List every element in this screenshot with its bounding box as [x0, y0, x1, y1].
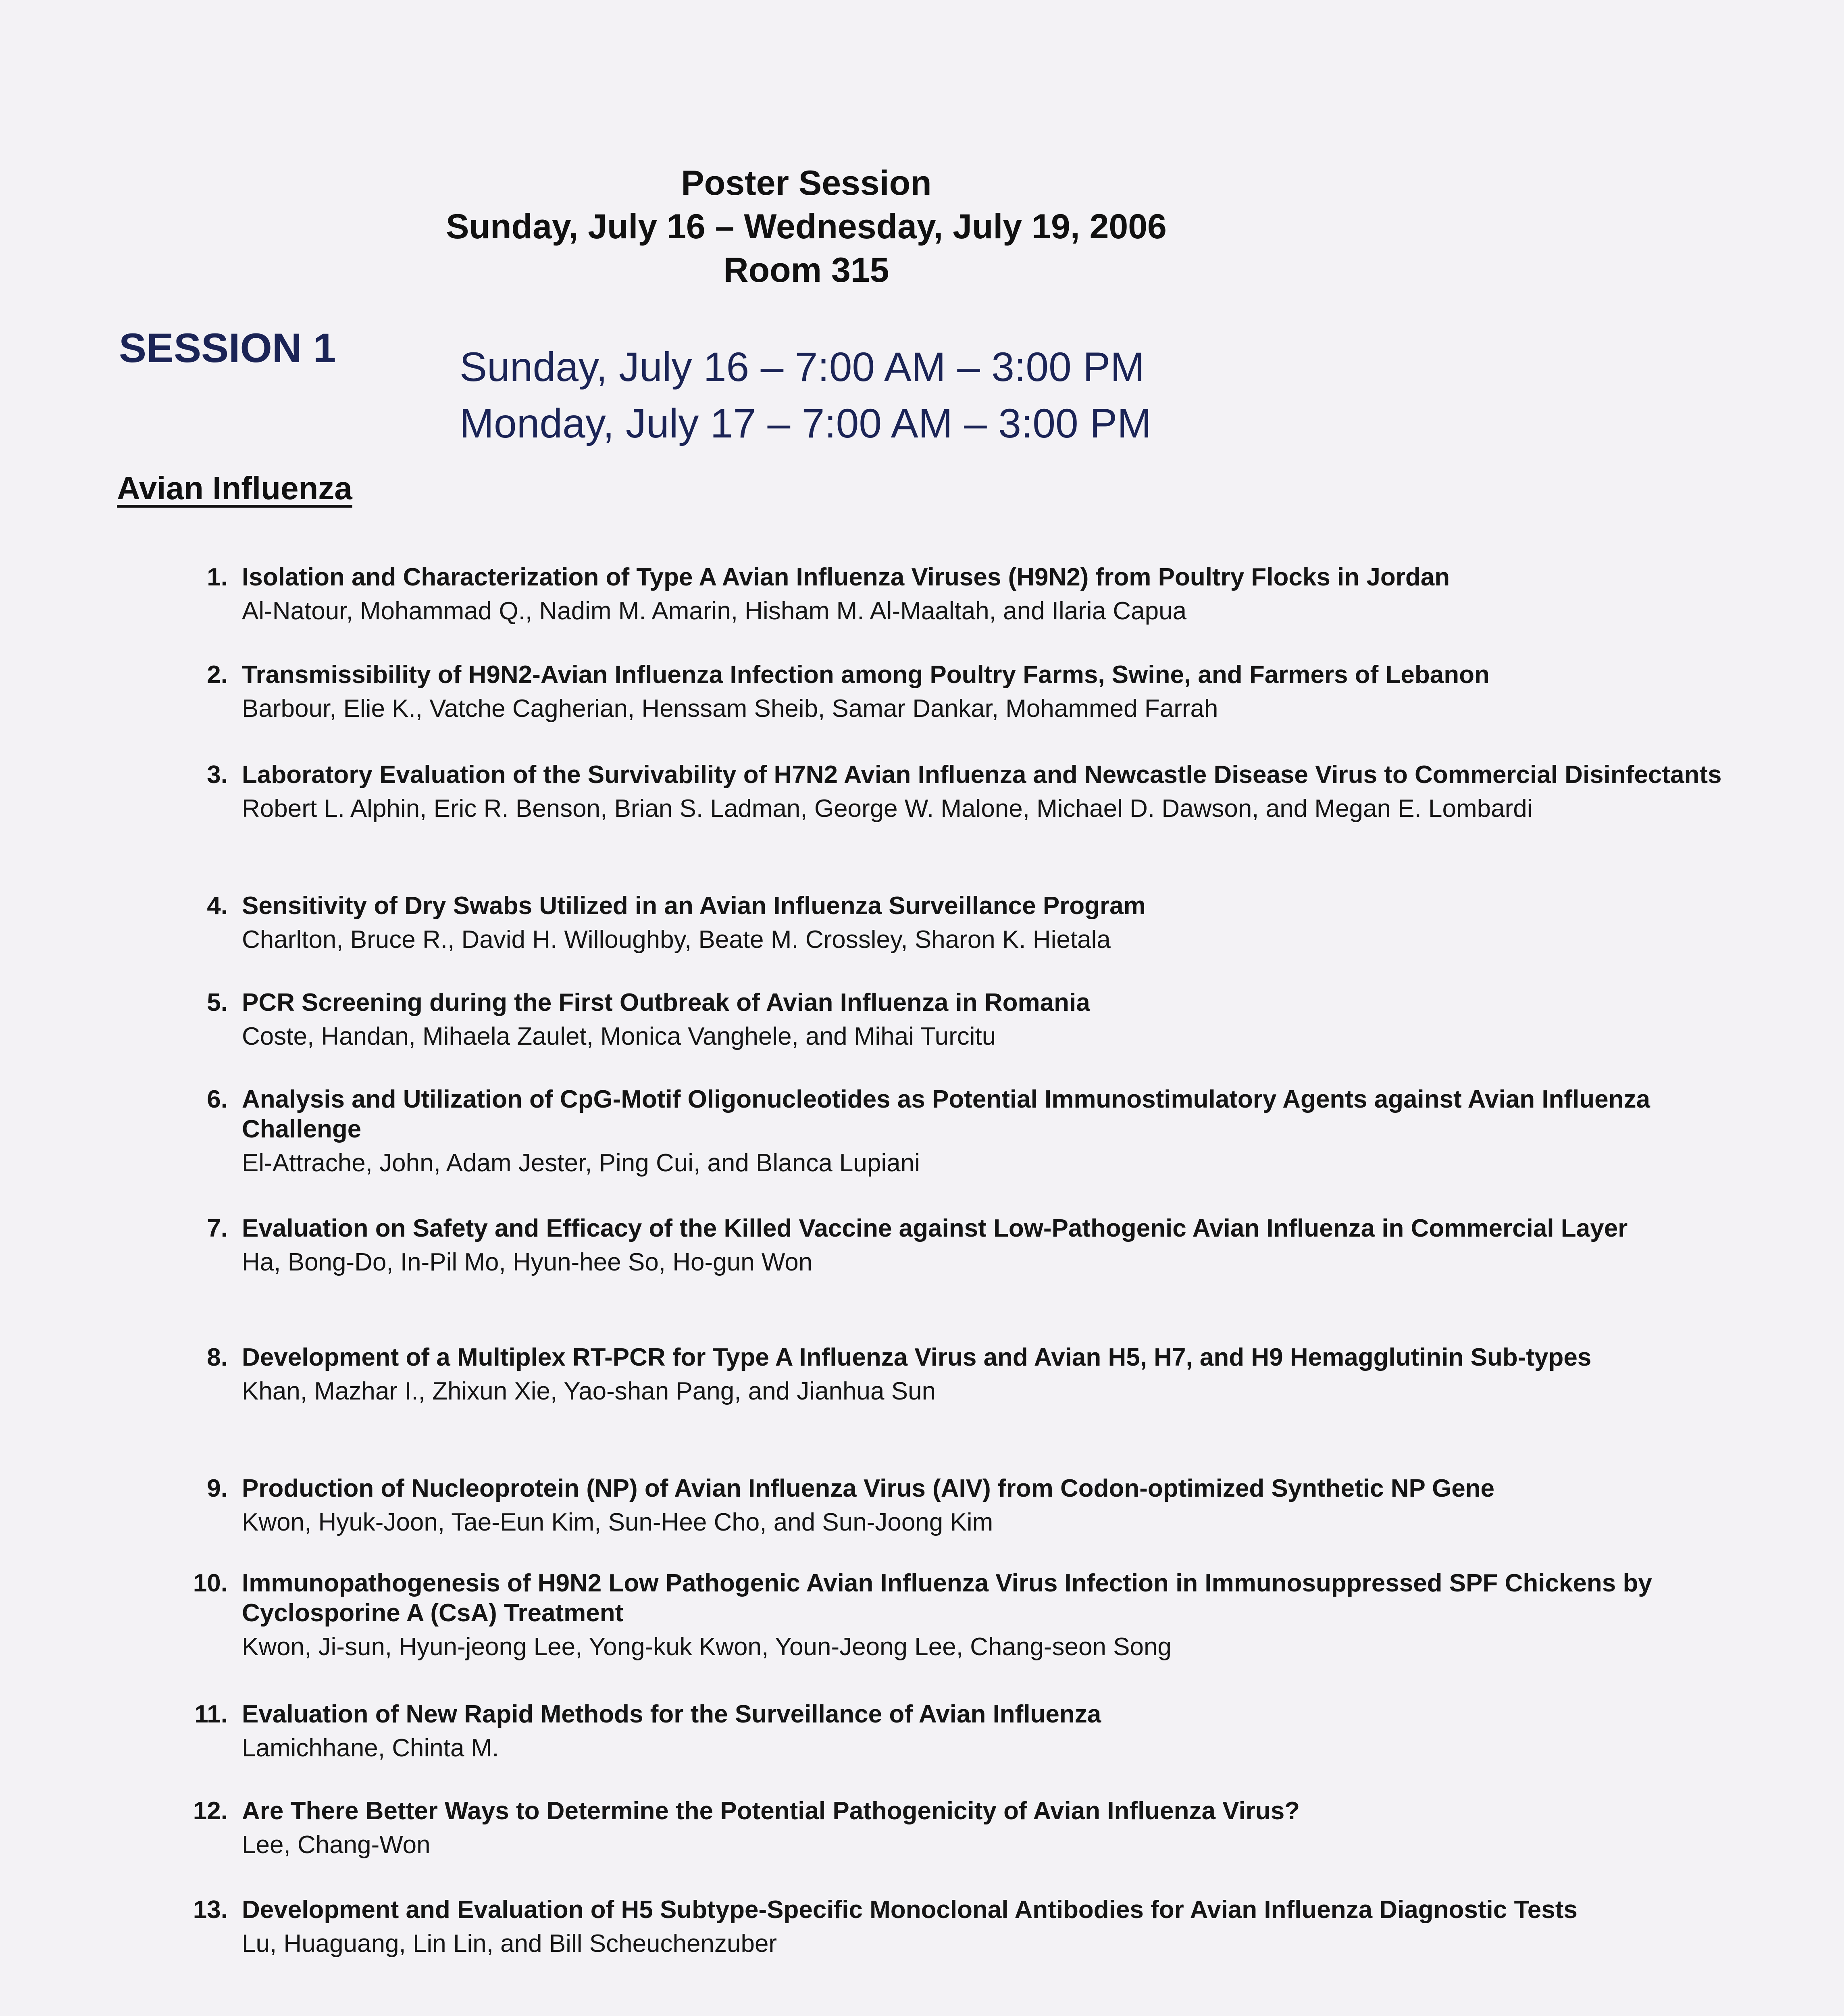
- entry-authors: Kwon, Ji-sun, Hyun-jeong Lee, Yong-kuk Kwon, Youn-Jeong Lee, Chang-seon Song: [242, 1633, 1172, 1661]
- entry-title: Analysis and Utilization of CpG-Motif Oligonucleotides as Potential Immunostimulatory Agents against Avian Influenza Challenge: [242, 1085, 1650, 1143]
- entry-title: Are There Better Ways to Determine the Potential Pathogenicity of Avian Influenza Virus?: [242, 1797, 1300, 1825]
- session-time-1: Sunday, July 16 – 7:00 AM – 3:00 PM: [460, 344, 1145, 390]
- entry-authors: Barbour, Elie K., Vatche Cagherian, Henssam Sheib, Samar Dankar, Mohammed Farrah: [242, 695, 1218, 723]
- entry-number: 1.: [207, 563, 228, 591]
- entry-title: Evaluation of New Rapid Methods for the Surveillance of Avian Influenza: [242, 1700, 1101, 1728]
- session-label: SESSION 1: [119, 325, 336, 371]
- entry-authors: Robert L. Alphin, Eric R. Benson, Brian S. Ladman, George W. Malone, Michael D. Dawson, and Megan E. Lombardi: [242, 795, 1533, 823]
- entry-title: Laboratory Evaluation of the Survivability of H7N2 Avian Influenza and Newcastle Disease Virus to Commercial Disinfectants: [242, 761, 1722, 789]
- entry-number: 7.: [207, 1214, 228, 1242]
- entry-authors: Coste, Handan, Mihaela Zaulet, Monica Vanghele, and Mihai Turcitu: [242, 1023, 996, 1050]
- entry-authors: El-Attrache, John, Adam Jester, Ping Cui, and Blanca Lupiani: [242, 1149, 920, 1177]
- entry-authors: Lamichhane, Chinta M.: [242, 1734, 499, 1762]
- poster-session-header: [443, 161, 1169, 292]
- section-heading: Avian Influenza: [117, 470, 352, 506]
- entry-title: Isolation and Characterization of Type A Avian Influenza Viruses (H9N2) from Poultry Flocks in Jordan: [242, 563, 1450, 591]
- entry-number: 12.: [193, 1797, 228, 1825]
- entry-title: Sensitivity of Dry Swabs Utilized in an Avian Influenza Surveillance Program: [242, 892, 1146, 920]
- entry-number: 2.: [207, 661, 228, 689]
- entry-title: Evaluation on Safety and Efficacy of the Killed Vaccine against Low-Pathogenic Avian Influenza in Commercial Layer: [242, 1214, 1628, 1242]
- entry-authors: Lee, Chang-Won: [242, 1831, 431, 1859]
- entry-number: 13.: [193, 1896, 228, 1924]
- entry-number: 5.: [207, 989, 228, 1016]
- entry-authors: Charlton, Bruce R., David H. Willoughby, Beate M. Crossley, Sharon K. Hietala: [242, 926, 1111, 954]
- entry-number: 4.: [207, 892, 228, 920]
- entry-title: Development and Evaluation of H5 Subtype-Specific Monoclonal Antibodies for Avian Influenza Diagnostic Tests: [242, 1896, 1578, 1924]
- header-title: Poster Session: [681, 164, 932, 202]
- session-times: [460, 339, 1151, 452]
- entry-number: 11.: [194, 1700, 228, 1728]
- entry-number: 6.: [207, 1085, 228, 1113]
- entry-title: Development of a Multiplex RT-PCR for Type A Influenza Virus and Avian H5, H7, and H9 Hemagglutinin Sub-types: [242, 1343, 1592, 1371]
- session-time-2: Monday, July 17 – 7:00 AM – 3:00 PM: [460, 400, 1152, 446]
- entry-title: Transmissibility of H9N2-Avian Influenza Infection among Poultry Farms, Swine, and Farmers of Lebanon: [242, 661, 1490, 689]
- entry-number: 9.: [207, 1475, 228, 1502]
- entry-authors: Khan, Mazhar I., Zhixun Xie, Yao-shan Pang, and Jianhua Sun: [242, 1377, 936, 1405]
- entry-authors: Kwon, Hyuk-Joon, Tae-Eun Kim, Sun-Hee Cho, and Sun-Joong Kim: [242, 1508, 993, 1536]
- entry-authors: Lu, Huaguang, Lin Lin, and Bill Scheuchenzuber: [242, 1930, 777, 1958]
- entry-authors: Al-Natour, Mohammad Q., Nadim M. Amarin, Hisham M. Al-Maaltah, and Ilaria Capua: [242, 597, 1187, 625]
- header-dates: Sunday, July 16 – Wednesday, July 19, 2006: [446, 207, 1167, 246]
- entry-title: PCR Screening during the First Outbreak of Avian Influenza in Romania: [242, 989, 1090, 1016]
- entry-number: 3.: [207, 761, 228, 789]
- entry-authors: Ha, Bong-Do, In-Pil Mo, Hyun-hee So, Ho-gun Won: [242, 1248, 813, 1276]
- entry-title: Production of Nucleoprotein (NP) of Avian Influenza Virus (AIV) from Codon-optimized Synthetic NP Gene: [242, 1475, 1495, 1502]
- entry-title: Immunopathogenesis of H9N2 Low Pathogenic Avian Influenza Virus Infection in Immunosuppressed SPF Chickens by Cyclosporine A (CsA) Treatment: [242, 1569, 1652, 1627]
- header-room: Room 315: [723, 251, 889, 289]
- entry-number: 8.: [207, 1343, 228, 1371]
- entry-number: 10.: [193, 1569, 228, 1597]
